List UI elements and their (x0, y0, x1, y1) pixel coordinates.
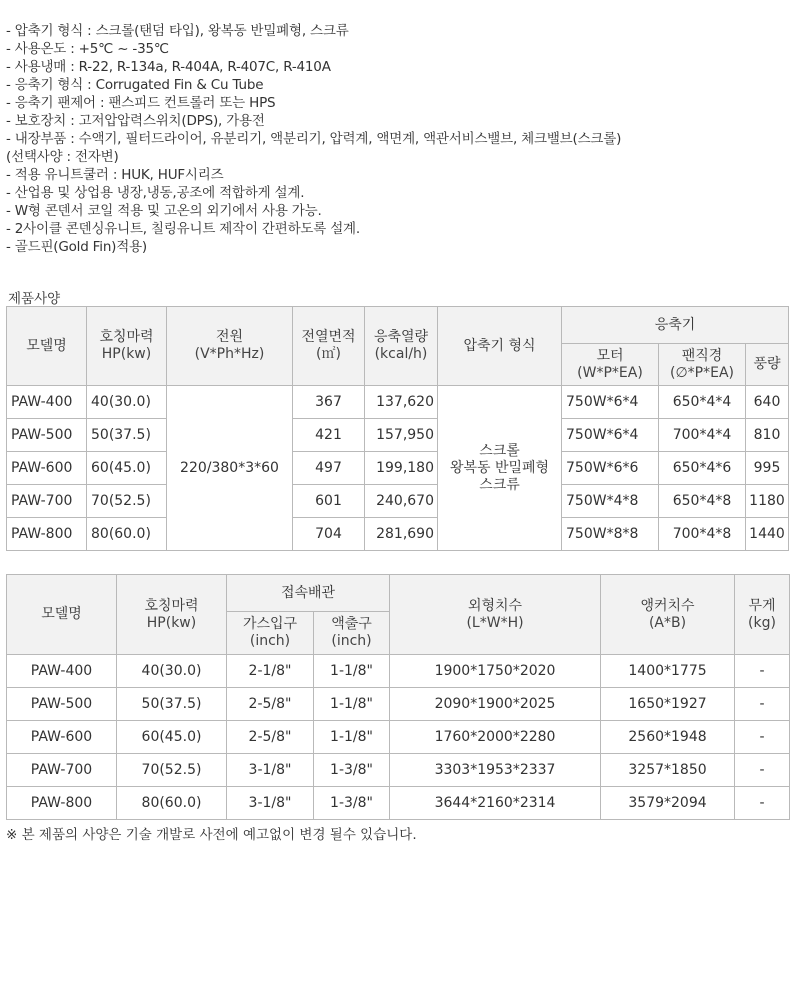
cell-gas: 3-1/8" (227, 754, 314, 787)
cell-liquid: 1-1/8" (314, 721, 390, 754)
table-row (7, 518, 789, 551)
cell-area: 421 (293, 419, 365, 452)
spec-line: - 사용냉매 : R-22, R-134a, R-404A, R-407C, R-410A (6, 59, 331, 75)
spec-table-performance (6, 306, 789, 551)
cell-capacity: 199,180 (365, 452, 438, 485)
cell-airflow: 995 (746, 452, 789, 485)
cell-hp: 70(52.5) (87, 485, 167, 518)
cell-model: PAW-500 (7, 688, 117, 721)
cell-capacity: 157,950 (365, 419, 438, 452)
cell-fan: 650*4*6 (659, 452, 746, 485)
cell-power: 220/380*3*60 (167, 386, 293, 551)
spec-table-dimensions (6, 574, 790, 820)
cell-hp: 60(45.0) (87, 452, 167, 485)
cell-anchor: 1400*1775 (601, 655, 735, 688)
disclaimer-note: ※ 본 제품의 사양은 기술 개발로 사전에 예고없이 변경 될수 있습니다. (6, 827, 417, 843)
cell-model: PAW-700 (7, 485, 87, 518)
cell-fan: 650*4*4 (659, 386, 746, 419)
cell-hp: 50(37.5) (117, 688, 227, 721)
header-compressor: 압축기 형식 (438, 307, 562, 386)
header-hp: 호칭마력 HP(kw) (117, 575, 227, 655)
cell-model: PAW-800 (7, 787, 117, 820)
table-row (7, 452, 789, 485)
cell-anchor: 3579*2094 (601, 787, 735, 820)
cell-airflow: 1440 (746, 518, 789, 551)
cell-hp: 70(52.5) (117, 754, 227, 787)
cell-motor: 750W*6*6 (562, 452, 659, 485)
spec-line: - 응축기 형식 : Corrugated Fin & Cu Tube (6, 77, 264, 93)
cell-airflow: 810 (746, 419, 789, 452)
cell-weight: - (735, 787, 790, 820)
header-model: 모델명 (7, 575, 117, 655)
spec-line: - 적용 유니트쿨러 : HUK, HUF시리즈 (6, 167, 224, 183)
cell-motor: 750W*6*4 (562, 419, 659, 452)
cell-area: 497 (293, 452, 365, 485)
cell-area: 367 (293, 386, 365, 419)
header-piping: 접속배관 (227, 575, 390, 612)
cell-motor: 750W*8*8 (562, 518, 659, 551)
table-row (7, 485, 789, 518)
cell-outer: 2090*1900*2025 (390, 688, 601, 721)
cell-airflow: 640 (746, 386, 789, 419)
cell-weight: - (735, 655, 790, 688)
header-outer: 외형치수 (L*W*H) (390, 575, 601, 655)
cell-liquid: 1-1/8" (314, 688, 390, 721)
cell-area: 704 (293, 518, 365, 551)
header-condenser: 응축기 (562, 307, 789, 344)
cell-area: 601 (293, 485, 365, 518)
spec-line: - 골드핀(Gold Fin)적용) (6, 239, 147, 255)
cell-model: PAW-500 (7, 419, 87, 452)
cell-model: PAW-400 (7, 386, 87, 419)
cell-motor: 750W*6*4 (562, 386, 659, 419)
cell-gas: 2-1/8" (227, 655, 314, 688)
header-anchor: 앵커치수 (A*B) (601, 575, 735, 655)
cell-gas: 2-5/8" (227, 688, 314, 721)
spec-list (6, 22, 796, 256)
cell-fan: 650*4*8 (659, 485, 746, 518)
cell-airflow: 1180 (746, 485, 789, 518)
spec-line: - 보호장치 : 고저압압력스위치(DPS), 가용전 (6, 113, 265, 129)
header-weight: 무게 (kg) (735, 575, 790, 655)
cell-model: PAW-800 (7, 518, 87, 551)
table-row (7, 655, 790, 688)
cell-liquid: 1-3/8" (314, 787, 390, 820)
cell-gas: 3-1/8" (227, 787, 314, 820)
header-fan: 팬직경 (∅*P*EA) (659, 344, 746, 386)
table-row (7, 787, 790, 820)
cell-outer: 3303*1953*2337 (390, 754, 601, 787)
cell-model: PAW-600 (7, 721, 117, 754)
cell-weight: - (735, 754, 790, 787)
header-capacity: 응축열량 (kcal/h) (365, 307, 438, 386)
cell-capacity: 281,690 (365, 518, 438, 551)
spec-line: - 사용온도 : +5℃ ~ -35℃ (6, 41, 169, 57)
cell-fan: 700*4*8 (659, 518, 746, 551)
cell-anchor: 3257*1850 (601, 754, 735, 787)
header-airflow: 풍량 (746, 344, 789, 386)
table-row (7, 419, 789, 452)
cell-capacity: 137,620 (365, 386, 438, 419)
header-gas: 가스입구 (inch) (227, 612, 314, 655)
cell-model: PAW-400 (7, 655, 117, 688)
spec-line: - 내장부품 : 수액기, 필터드라이어, 유분리기, 액분리기, 압력계, 액면계, 액관서비스밸브, 체크밸브(스크롤) (6, 131, 622, 147)
cell-motor: 750W*4*8 (562, 485, 659, 518)
cell-hp: 80(60.0) (117, 787, 227, 820)
cell-outer: 3644*2160*2314 (390, 787, 601, 820)
cell-model: PAW-700 (7, 754, 117, 787)
header-area: 전열면적 (㎡) (293, 307, 365, 386)
cell-compressor: 스크롤 왕복동 반밀폐형 스크류 (438, 386, 562, 551)
cell-outer: 1760*2000*2280 (390, 721, 601, 754)
table-row (7, 688, 790, 721)
cell-capacity: 240,670 (365, 485, 438, 518)
cell-hp: 40(30.0) (117, 655, 227, 688)
header-liquid: 액출구 (inch) (314, 612, 390, 655)
spec-line: - W형 콘덴서 코일 적용 및 고온의 외기에서 사용 가능. (6, 203, 322, 219)
cell-fan: 700*4*4 (659, 419, 746, 452)
cell-hp: 80(60.0) (87, 518, 167, 551)
spec-line: - 응축기 팬제어 : 팬스피드 컨트롤러 또는 HPS (6, 95, 276, 111)
spec-line: - 압축기 형식 : 스크롤(탠덤 타입), 왕복동 반밀폐형, 스크류 (6, 23, 349, 39)
cell-weight: - (735, 688, 790, 721)
cell-hp: 40(30.0) (87, 386, 167, 419)
cell-outer: 1900*1750*2020 (390, 655, 601, 688)
table-row (7, 754, 790, 787)
table-row (7, 721, 790, 754)
cell-gas: 2-5/8" (227, 721, 314, 754)
header-hp: 호칭마력 HP(kw) (87, 307, 167, 386)
cell-anchor: 2560*1948 (601, 721, 735, 754)
table-row (7, 386, 789, 419)
cell-hp: 60(45.0) (117, 721, 227, 754)
cell-model: PAW-600 (7, 452, 87, 485)
section-title: 제품사양 (8, 291, 61, 307)
spec-line: - 산업용 및 상업용 냉장,냉동,공조에 적합하게 설계. (6, 185, 305, 201)
cell-anchor: 1650*1927 (601, 688, 735, 721)
cell-liquid: 1-3/8" (314, 754, 390, 787)
cell-weight: - (735, 721, 790, 754)
cell-hp: 50(37.5) (87, 419, 167, 452)
header-motor: 모터 (W*P*EA) (562, 344, 659, 386)
spec-line: (선택사양 : 전자변) (6, 149, 119, 165)
cell-liquid: 1-1/8" (314, 655, 390, 688)
header-power: 전원 (V*Ph*Hz) (167, 307, 293, 386)
spec-line: - 2사이클 콘덴싱유니트, 칠링유니트 제작이 간편하도록 설계. (6, 221, 360, 237)
header-model: 모델명 (7, 307, 87, 386)
